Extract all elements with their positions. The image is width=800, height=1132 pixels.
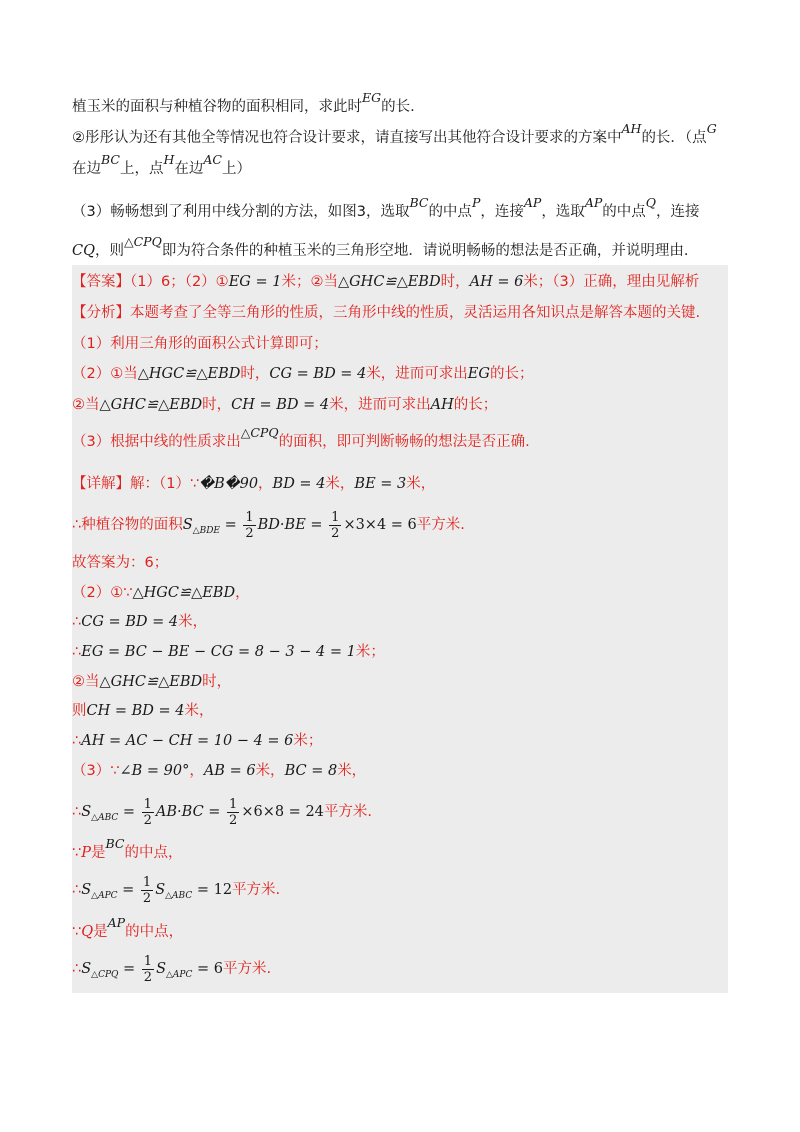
- detail-line-4: （2）①∵△HGC≌△EBD，: [72, 585, 250, 601]
- answer-line: 【答案】（1）6；（2）①EG = 1米；②当△GHC≌△EBD时，AH = 6米；（3）正确，理由见解析: [72, 274, 700, 290]
- detail-line-6: ∴EG = BC − BE − CG = 8 − 3 − 4 = 1米；: [72, 644, 385, 660]
- detail-line-5: ∴CG = BD = 4米，: [72, 614, 208, 630]
- detail-line-12: ∵P是BC的中点，: [72, 836, 183, 861]
- analysis-step-3: ②当△GHC≌△EBD时，CH = BD = 4米，进而可求出AH的长；: [72, 397, 498, 413]
- math-eg: EG: [362, 90, 382, 105]
- fraction: $\frac{1}{2}$: [143, 796, 152, 828]
- detail-line-14: ∵Q是AP的中点，: [72, 915, 184, 940]
- answer-label: 【答案】: [72, 274, 130, 290]
- detail-line-13: $\therefore S_{\triangle APC}$ = $\frac{1}{2}$ $S_{\triangle ABC} = 12$平方米.: [72, 874, 281, 906]
- detail-line-3: 故答案为：6；: [72, 555, 169, 571]
- fraction: $\frac{1}{2}$: [331, 509, 340, 541]
- detail-line-9: ∴AH = AC − CH = 10 − 4 = 6米；: [72, 733, 323, 749]
- detail-line-1: 【详解】解：（1）∵�B�90，BD = 4米，BE = 3米，: [72, 476, 436, 492]
- detail-line-15: $\therefore S_{\triangle CPQ}$ = $\frac{1}{2}$ $S_{\triangle APC} = 6$平方米.: [72, 953, 272, 985]
- detail-label: 【详解】: [72, 476, 130, 492]
- question-2-line-1: 植玉米的面积与种植谷物的面积相同，求此时EG的长.: [72, 90, 415, 115]
- detail-line-11: $\therefore S_{\triangle ABC}$ = $\frac{1}{2}$ AB·BC = $\frac{1}{2}$ ×6×8 = 24平方米.: [72, 796, 373, 828]
- fraction: $\frac{1}{2}$: [229, 796, 238, 828]
- detail-line-2: ∴种植谷物的面积$S_{\triangle BDE}$ = $\frac{1}{2}$ BD·BE = $\frac{1}{2}$ ×3×4 = 6平方米.: [72, 509, 465, 541]
- question-3-cont: CQ，则△CPQ即为符合条件的种植玉米的三角形空地．请说明畅畅的想法是否正确，并说明理由.: [72, 234, 689, 259]
- question-2-part-2-cont: 在边BC上，点H在边AC上）: [72, 152, 251, 177]
- analysis-step-4: （3）根据中线的性质求出△CPQ的面积，即可判断畅畅的想法是否正确.: [72, 425, 530, 450]
- analysis-step-2: （2）①当△HGC≌△EBD时，CG = BD = 4米，进而可求出EG的长；: [72, 366, 534, 382]
- detail-line-10: （3）∵∠B = 90°，AB = 6米，BC = 8米，: [72, 763, 367, 779]
- question-2-part-2: ②彤彤认为还有其他全等情况也符合设计要求，请直接写出其他符合设计要求的方案中AH的长．（点G: [72, 121, 717, 146]
- analysis-line: 【分析】本题考查了全等三角形的性质，三角形中线的性质，灵活运用各知识点是解答本题的关键.: [72, 305, 701, 321]
- detail-line-8: 则CH = BD = 4米，: [72, 703, 214, 719]
- fraction: $\frac{1}{2}$: [245, 509, 254, 541]
- analysis-label: 【分析】: [72, 305, 130, 321]
- fraction: $\frac{1}{2}$: [142, 874, 152, 906]
- question-3: （3）畅畅想到了利用中线分割的方法，如图3，选取BC的中点P，连接AP，选取AP的中点Q，连接: [72, 195, 700, 220]
- analysis-step-1: （1）利用三角形的面积公式计算即可；: [72, 336, 328, 352]
- detail-line-7: ②当△GHC≌△EBD时，: [72, 674, 232, 690]
- fraction: $\frac{1}{2}$: [143, 953, 153, 985]
